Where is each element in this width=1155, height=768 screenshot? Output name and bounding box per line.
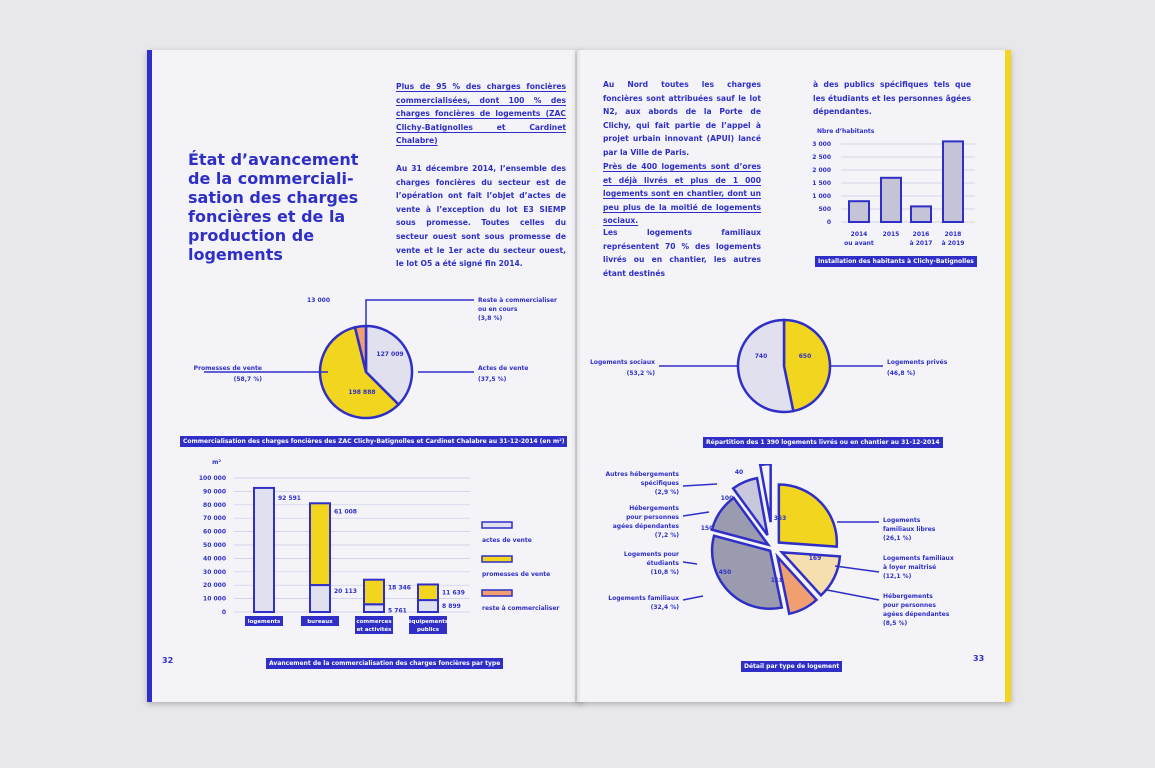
pie3-label: Hébergements xyxy=(883,593,933,600)
pie3-group xyxy=(712,464,840,614)
pie1-label-left: Promesses de vente xyxy=(193,365,262,372)
legend-label: promesses de vente xyxy=(482,571,551,578)
pie3-label: Logements pour xyxy=(623,551,679,558)
y-tick-label: 10 000 xyxy=(203,595,226,603)
bar-promesses xyxy=(364,580,384,605)
pie2-slice xyxy=(738,320,793,412)
pie3-caption: Détail par type de logement xyxy=(741,661,842,672)
y-tick-label: 1 000 xyxy=(812,193,831,200)
bar-value-label: 11 639 xyxy=(442,589,465,597)
y-tick-label: 60 000 xyxy=(203,528,226,536)
pie3-label: Autres hébergements xyxy=(605,471,679,478)
x-tick-label: 2018 xyxy=(944,231,962,238)
pie3-slice-label: 150 xyxy=(700,525,714,532)
pie1-label-right-pct: (37,5 %) xyxy=(478,376,507,383)
y-tick-label: 80 000 xyxy=(203,501,226,509)
y-tick-label: 3 000 xyxy=(812,141,831,148)
pie3-slice-label: 169 xyxy=(808,555,822,562)
bar-value-label: 5 761 xyxy=(388,607,407,615)
bar-value-label: 61 008 xyxy=(334,508,357,516)
pie3-label: (26,1 %) xyxy=(883,535,912,542)
page-number-right: 33 xyxy=(973,654,985,663)
pie3-label: Logements familiaux xyxy=(608,595,679,602)
pie2-label-left-pct: (53,2 %) xyxy=(626,370,655,377)
pie-chart-logements xyxy=(577,302,1005,422)
small-chart-caption: Installation des habitants à Clichy-Batignolles xyxy=(815,256,977,267)
bar-actes xyxy=(364,604,384,612)
pie3-label: pour personnes xyxy=(883,602,936,609)
category-label: logements xyxy=(247,619,281,625)
bar-value-label: 92 591 xyxy=(278,494,301,502)
y-tick-label: 0 xyxy=(826,219,831,226)
bar-value-label: 18 346 xyxy=(388,584,411,592)
bar-promesses xyxy=(310,503,330,585)
pie2-label-left: Logements sociaux xyxy=(590,359,655,366)
y-tick-label: 30 000 xyxy=(203,568,226,576)
page-number-left: 32 xyxy=(162,656,174,665)
small-bar xyxy=(849,201,869,222)
pie3-label: (32,4 %) xyxy=(650,604,679,611)
x-tick-label: 2015 xyxy=(882,231,900,238)
bar-chart-commercialisation xyxy=(152,454,582,654)
pie2-label-right: Logements privés xyxy=(887,359,948,366)
y-tick-label: 50 000 xyxy=(203,542,226,549)
pie3-slice-label: 100 xyxy=(720,495,734,502)
pie2-label-right-pct: (46,8 %) xyxy=(887,370,916,377)
x-tick-label: à 2017 xyxy=(909,240,933,247)
y-tick-label: 500 xyxy=(818,206,831,213)
pie3-slice-label: 363 xyxy=(773,515,787,522)
pie1-slice-label: 127 009 xyxy=(376,351,404,358)
legend-label: reste à commercialiser xyxy=(482,605,560,612)
pie3-slice-label: 118 xyxy=(770,577,784,584)
bar-legend xyxy=(482,522,559,612)
bar-chart-habitants xyxy=(803,124,983,254)
y-tick-label: 2 500 xyxy=(812,154,831,161)
pie2-slice-label: 650 xyxy=(798,353,812,360)
pie3-label: étudiants xyxy=(646,560,679,567)
pie3-slice xyxy=(779,485,837,547)
x-tick-label: ou avant xyxy=(844,240,874,247)
bar-promesses xyxy=(418,584,438,600)
y-tick-label: 0 xyxy=(221,609,226,616)
pie1-label-top-right: Reste à commercialiser xyxy=(478,297,558,304)
x-tick-label: 2016 xyxy=(912,231,930,238)
right-page xyxy=(577,50,1011,702)
pie3-label: spécifiques xyxy=(640,480,679,487)
legend-swatch-promesses xyxy=(482,556,512,562)
pie3-label: Logements xyxy=(883,517,921,524)
pie1-label-left-pct: (58,7 %) xyxy=(233,376,262,383)
bar-caption: Avancement de la commercialisation des charges foncières par type xyxy=(266,658,503,669)
x-tick-label: à 2019 xyxy=(941,240,965,247)
pie2-slice-label: 740 xyxy=(754,353,768,360)
bar-value-label: 20 113 xyxy=(334,588,357,596)
bar-unit: m² xyxy=(212,459,221,466)
pie-chart-detail xyxy=(577,464,1005,664)
spine-gutter xyxy=(575,50,581,702)
y-tick-label: 90 000 xyxy=(203,488,226,496)
pie1-caption: Commercialisation des charges foncières des ZAC Clichy-Batignolles et Cardinet Chalabre au 31-12-2014 (en m²) xyxy=(180,436,567,447)
y-tick-label: 1 500 xyxy=(812,180,831,187)
pie3-label: (10,8 %) xyxy=(650,569,679,576)
pie3-slice-label: 40 xyxy=(734,469,744,476)
pie3-label: (12,1 %) xyxy=(883,573,912,580)
pie3-label: pour personnes xyxy=(626,514,679,521)
bar-value-label: 8 899 xyxy=(442,603,461,611)
pie3-slice-label: 450 xyxy=(718,569,732,576)
category-label: et activités xyxy=(356,627,392,633)
category-label: commerces xyxy=(356,619,392,625)
y-tick-label: 2 000 xyxy=(812,167,831,174)
pie2-caption: Répartition des 1 390 logements livrés ou en chantier au 31-12-2014 xyxy=(703,437,943,448)
highlight-text: Plus de 95 % des charges foncières commercialisées, dont 100 % des charges foncières de logements (ZAC Clichy-Batignolles et Cardinet Chalabre) xyxy=(396,82,566,146)
y-tick-label: 70 000 xyxy=(203,515,226,523)
small-bar xyxy=(911,206,931,222)
bar-actes xyxy=(254,488,274,612)
pie3-label: (2,9 %) xyxy=(654,489,679,496)
pie3-label: (7,2 %) xyxy=(654,532,679,539)
pie3-label: Hébergements xyxy=(629,505,679,512)
category-label: équipements xyxy=(407,619,449,625)
legend-swatch-actes xyxy=(482,522,512,528)
y-tick-label: 20 000 xyxy=(203,582,226,590)
pie1-top-value: 13 000 xyxy=(307,297,330,304)
page-title: État d’avancement de la commerciali-sation des charges foncières et de la production de logements xyxy=(188,150,359,264)
pie1-label-top-right-2: ou en cours xyxy=(478,306,518,313)
y-tick-label: 40 000 xyxy=(203,555,226,563)
pie3-label: agées dépendantes xyxy=(612,523,679,530)
pie1-slice-label: 198 888 xyxy=(348,389,376,396)
left-page xyxy=(147,50,582,702)
body-paragraph: Au Nord toutes les charges foncières sont attribuées sauf le lot N2, aux abords de la Porte de Clichy, qui fait partie de l’appel à projet urbain innovant (APUI) lancé par la Ville de Paris. xyxy=(603,80,761,157)
body-paragraph: Les logements familiaux représentent 70 % des logements livrés ou en chantier, les autres étant destinés xyxy=(603,228,761,278)
x-tick-label: 2014 xyxy=(850,231,868,238)
small-bar xyxy=(881,178,901,222)
pie3-label: agées dépendantes xyxy=(883,611,950,618)
pie1-label-right: Actes de vente xyxy=(478,365,529,372)
pie3-label: familiaux libres xyxy=(883,526,936,533)
y-axis-label: Nbre d’habitants xyxy=(817,128,875,135)
highlight-text: Près de 400 logements sont d’ores et déjà livrés et plus de 1 000 logements sont en chantier, dont un peu plus de la moitié de logements sociaux. xyxy=(603,162,761,226)
pie3-label: à loyer maîtrisé xyxy=(883,564,937,571)
bar-actes xyxy=(310,585,330,612)
category-label: bureaux xyxy=(307,619,333,625)
bar-actes xyxy=(418,600,438,612)
small-bar xyxy=(943,141,963,222)
pie1-group xyxy=(320,326,412,418)
pie2-group xyxy=(738,320,830,412)
body-paragraph: Au 31 décembre 2014, l’ensemble des charges foncières du secteur est de l’opération ont fait l’objet d’actes de vente à l’exception du lot E3 SIEMP sous promesse. Toutes celles du secteur ouest sont sous promesse de vente et le 1er acte du secteur ouest, le lot O5 a été signé fin 2014. xyxy=(396,164,566,269)
category-label: publics xyxy=(416,627,440,633)
legend-swatch-reste xyxy=(482,590,512,596)
pie3-label: (8,5 %) xyxy=(883,620,908,627)
pie1-label-top-right-pct: (3,8 %) xyxy=(478,315,503,322)
booklet-spread xyxy=(147,50,1005,702)
y-tick-label: 100 000 xyxy=(198,475,226,482)
pie3-label: Logements familiaux xyxy=(883,555,954,562)
body-paragraph: à des publics spécifiques tels que les étudiants et les personnes âgées dépendantes. xyxy=(813,80,971,117)
legend-label: actes de vente xyxy=(482,537,532,544)
